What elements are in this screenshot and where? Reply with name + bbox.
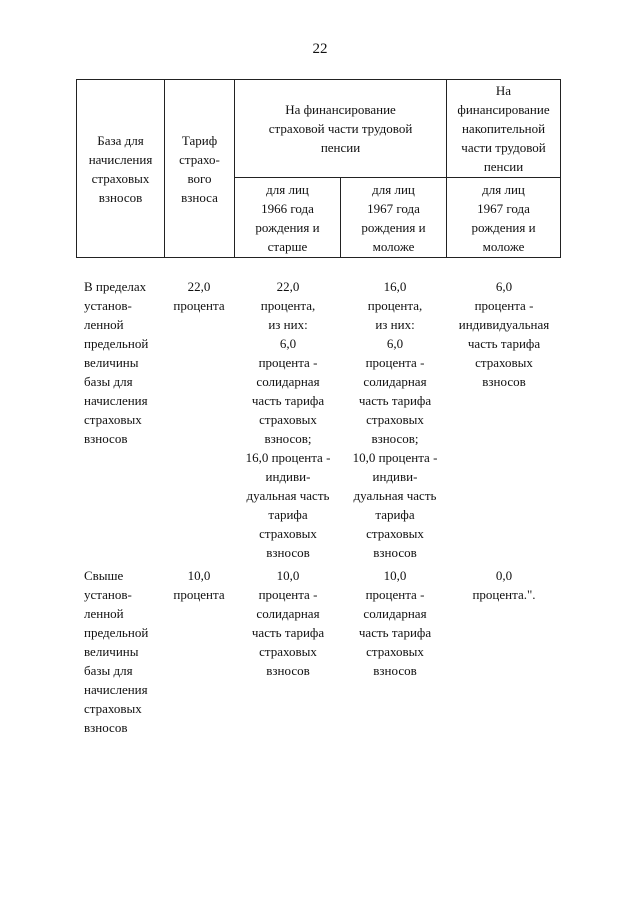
header-insurance-part: На финансирование страховой части трудовой пенсии xyxy=(235,80,447,178)
table-row xyxy=(76,277,560,562)
row-tariff-cell: 10,0 процента xyxy=(173,568,225,602)
row-tariff-cell: 22,0 процента xyxy=(173,279,225,313)
row-older-cell: 10,0 процента - солидарная часть тарифа страховых взносов xyxy=(251,568,325,678)
header-funded-part: На финансирование накопительной части трудовой пенсии xyxy=(447,80,561,178)
contribution-rates-table-header xyxy=(76,79,561,258)
row-older-cell: 22,0 процента, из них: 6,0 процента - солидарная часть тарифа страховых взносов; 16,0 процента - индиви- дуальная часть тарифа страховых взносов xyxy=(245,279,331,560)
header-funded-born-1967-or-younger: для лиц 1967 года рождения и моложе xyxy=(447,178,561,258)
page-number: 22 xyxy=(312,41,328,57)
row-base-cell: Свыше установ- ленной предельной величины базы для начисления страховых взносов xyxy=(84,568,149,735)
row-base-cell: В пределах установ- ленной предельной величины базы для начисления страховых взносов xyxy=(84,279,149,446)
header-born-1967-or-younger: для лиц 1967 года рождения и моложе xyxy=(341,178,447,258)
header-tariff-column: Тариф страхо- вого взноса xyxy=(165,80,235,258)
row-younger-cell: 10,0 процента - солидарная часть тарифа страховых взносов xyxy=(358,568,432,678)
table-row xyxy=(76,566,560,738)
header-base-column: База для начисления страховых взносов xyxy=(77,80,165,258)
row-younger-cell: 16,0 процента, из них: 6,0 процента - солидарная часть тарифа страховых взносов; 10,0 процента - индиви- дуальная часть тарифа страховых взносов xyxy=(352,279,438,560)
row-funded-cell: 6,0 процента - индивидуальная часть тарифа страховых взносов xyxy=(458,279,550,389)
row-funded-cell: 0,0 процента.". xyxy=(472,568,536,602)
header-born-1966-or-older: для лиц 1966 года рождения и старше xyxy=(235,178,341,258)
